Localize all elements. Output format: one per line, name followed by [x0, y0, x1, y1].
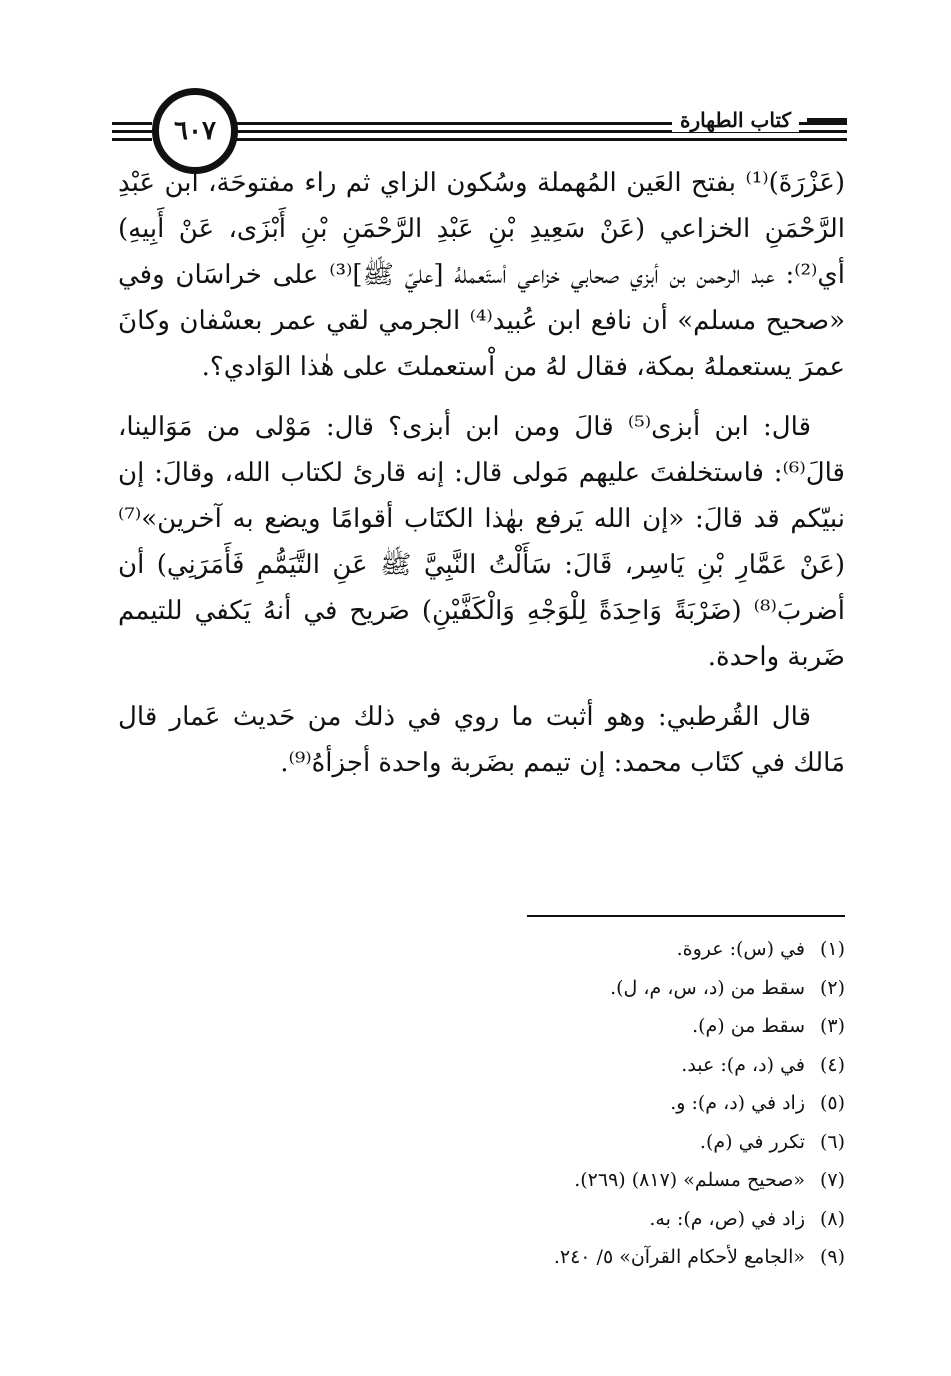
main-text: [118, 160, 845, 800]
running-title-ornament: [807, 118, 847, 122]
footnotes: [118, 930, 845, 1277]
paragraph: قال: ابن أبزى⁽⁵⁾ قالَ ومن ابن أبزى؟ قال: مَوْلى من مَوَالينا، قالَ⁽⁶⁾: فاستخلفتَ عليهم مَولى قال: إنه قارئ لكتاب الله، وقالَ: إن نبيّكم قد قالَ: «إن الله يَرفع بهٰذا الكتَاب أقوامًا ويضع به آخرين»⁽⁷⁾ (عَنْ عَمَّارِ بْنِ يَاسِر، قَالَ: سَأَلْتُ النَّبِيَّ ﷺ عَنِ التَّيَمُّمِ فَأَمَرَنِي) أن أضربَ⁽⁸⁾ (ضَرْبَةً وَاحِدَةً لِلْوَجْهِ وَالْكَفَّيْنِ) صَريح في أنهُ يَكفي للتيمم ضَربة واحدة.: [118, 412, 845, 672]
footnote: (٨) زاد في (ص، م): به.: [649, 1207, 845, 1230]
paragraph: قال القُرطبي: وهو أثبت ما روي في ذلك من حَديث عَمار قال مَالك في كتَاب محمد: إن تيمم بضَربة واحدة أجزأهُ⁽⁹⁾.: [118, 702, 845, 778]
page-number: ٦٠٧: [152, 88, 238, 174]
footnote: (٤) في (د، م): عبد.: [681, 1053, 845, 1076]
footnote: (٧) «صحيح مسلم» (٨١٧) (٢٦٩).: [574, 1169, 845, 1191]
footnote: (٥) زاد في (د، م): و.: [670, 1092, 845, 1114]
footnote: (١) في (س): عروة.: [676, 938, 845, 960]
footnote: (٢) سقط من (د، س، م، ل).: [610, 976, 845, 999]
paragraph: (عَزْرَةَ)⁽¹⁾ بفتح العَين المُهملة وسُكون الزاي ثم راء مفتوحَة، ابن عَبْدِ الرَّحْمَنِ الخزاعي (عَنْ سَعِيدِ بْنِ عَبْدِ الرَّحْمَنِ بْنِ أَبْزَى، عَنْ أَبِيهِ) أي⁽²⁾: عبد الرحمن بن أبزي صحابي خزاعي اْستَعملهُ [عليّ ﷺ]⁽³⁾ على خراسَان وفي «صحيح مسلم» أن نافع ابن عُبيد⁽⁴⁾ الجرمي لقي عمر بعسْفان وكانَ عمرَ يستعملهُ بمكة، فقال لهُ من اْستعملتَ على هٰذا الوَادي؟.: [118, 168, 845, 382]
footnote: (٩) «الجامع لأحكام القرآن» ٥/ ٢٤٠.: [553, 1246, 845, 1268]
footnote: (٣) سقط من (م).: [692, 1015, 845, 1037]
running-title: كتاب الطهارة: [672, 108, 799, 132]
header-left-rule: [112, 122, 152, 141]
footnote-separator: [527, 915, 845, 917]
footnote: (٦) تكرر في (م).: [699, 1130, 845, 1153]
